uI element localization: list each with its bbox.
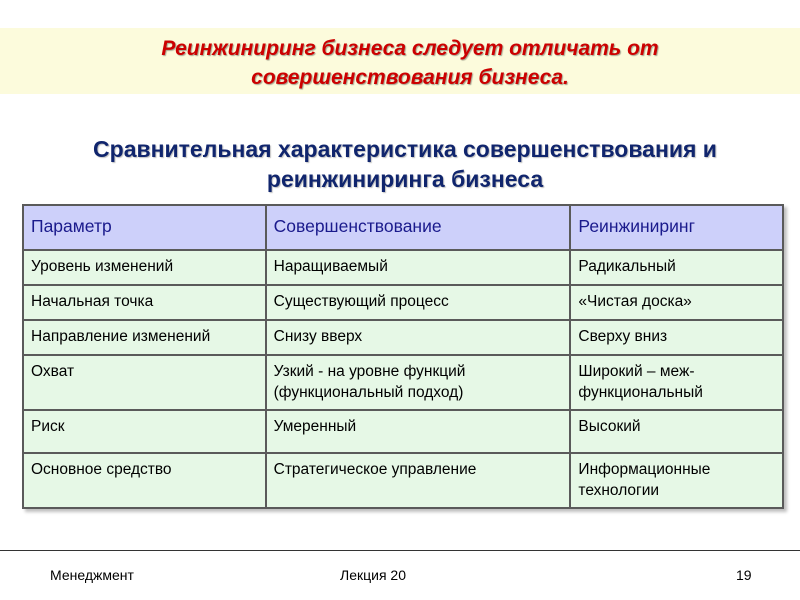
cell-reengineering: Широкий – меж-функциональный xyxy=(570,355,783,410)
footer-divider xyxy=(0,550,800,551)
cell-improvement: Умеренный xyxy=(266,410,571,453)
cell-parameter: Основное средство xyxy=(23,453,266,508)
cell-reengineering: Радикальный xyxy=(570,250,783,285)
footer-lecture: Лекция 20 xyxy=(340,567,406,583)
slide-title: Реинжиниринг бизнеса следует отличать от совершенствования бизнеса. xyxy=(161,37,659,89)
cell-reengineering: Информационные технологии xyxy=(570,453,783,508)
footer-course: Менеджмент xyxy=(50,567,134,583)
cell-improvement: Существующий процесс xyxy=(266,285,571,320)
header-reengineering: Реинжиниринг xyxy=(570,205,783,250)
page-number: 19 xyxy=(736,567,752,583)
table-row xyxy=(23,410,783,453)
table-header-row xyxy=(23,205,783,250)
cell-improvement: Стратегическое управление xyxy=(266,453,571,508)
cell-parameter: Направление изменений xyxy=(23,320,266,355)
table-row xyxy=(23,285,783,320)
table-row xyxy=(23,355,783,410)
cell-parameter: Уровень изменений xyxy=(23,250,266,285)
table-row xyxy=(23,453,783,508)
table-row xyxy=(23,250,783,285)
cell-reengineering: «Чистая доска» xyxy=(570,285,783,320)
cell-improvement: Наращиваемый xyxy=(266,250,571,285)
cell-improvement: Снизу вверх xyxy=(266,320,571,355)
cell-reengineering: Высокий xyxy=(570,410,783,453)
table-row xyxy=(23,320,783,355)
header-parameter: Параметр xyxy=(23,205,266,250)
table-caption: Сравнительная характеристика совершенствования и реинжиниринга бизнеса xyxy=(93,136,717,192)
cell-improvement: Узкий - на уровне функций (функциональный подход) xyxy=(266,355,571,410)
comparison-table xyxy=(22,204,784,509)
cell-reengineering: Сверху вниз xyxy=(570,320,783,355)
cell-parameter: Охват xyxy=(23,355,266,410)
cell-parameter: Начальная точка xyxy=(23,285,266,320)
header-improvement: Совершенствование xyxy=(266,205,571,250)
cell-parameter: Риск xyxy=(23,410,266,453)
